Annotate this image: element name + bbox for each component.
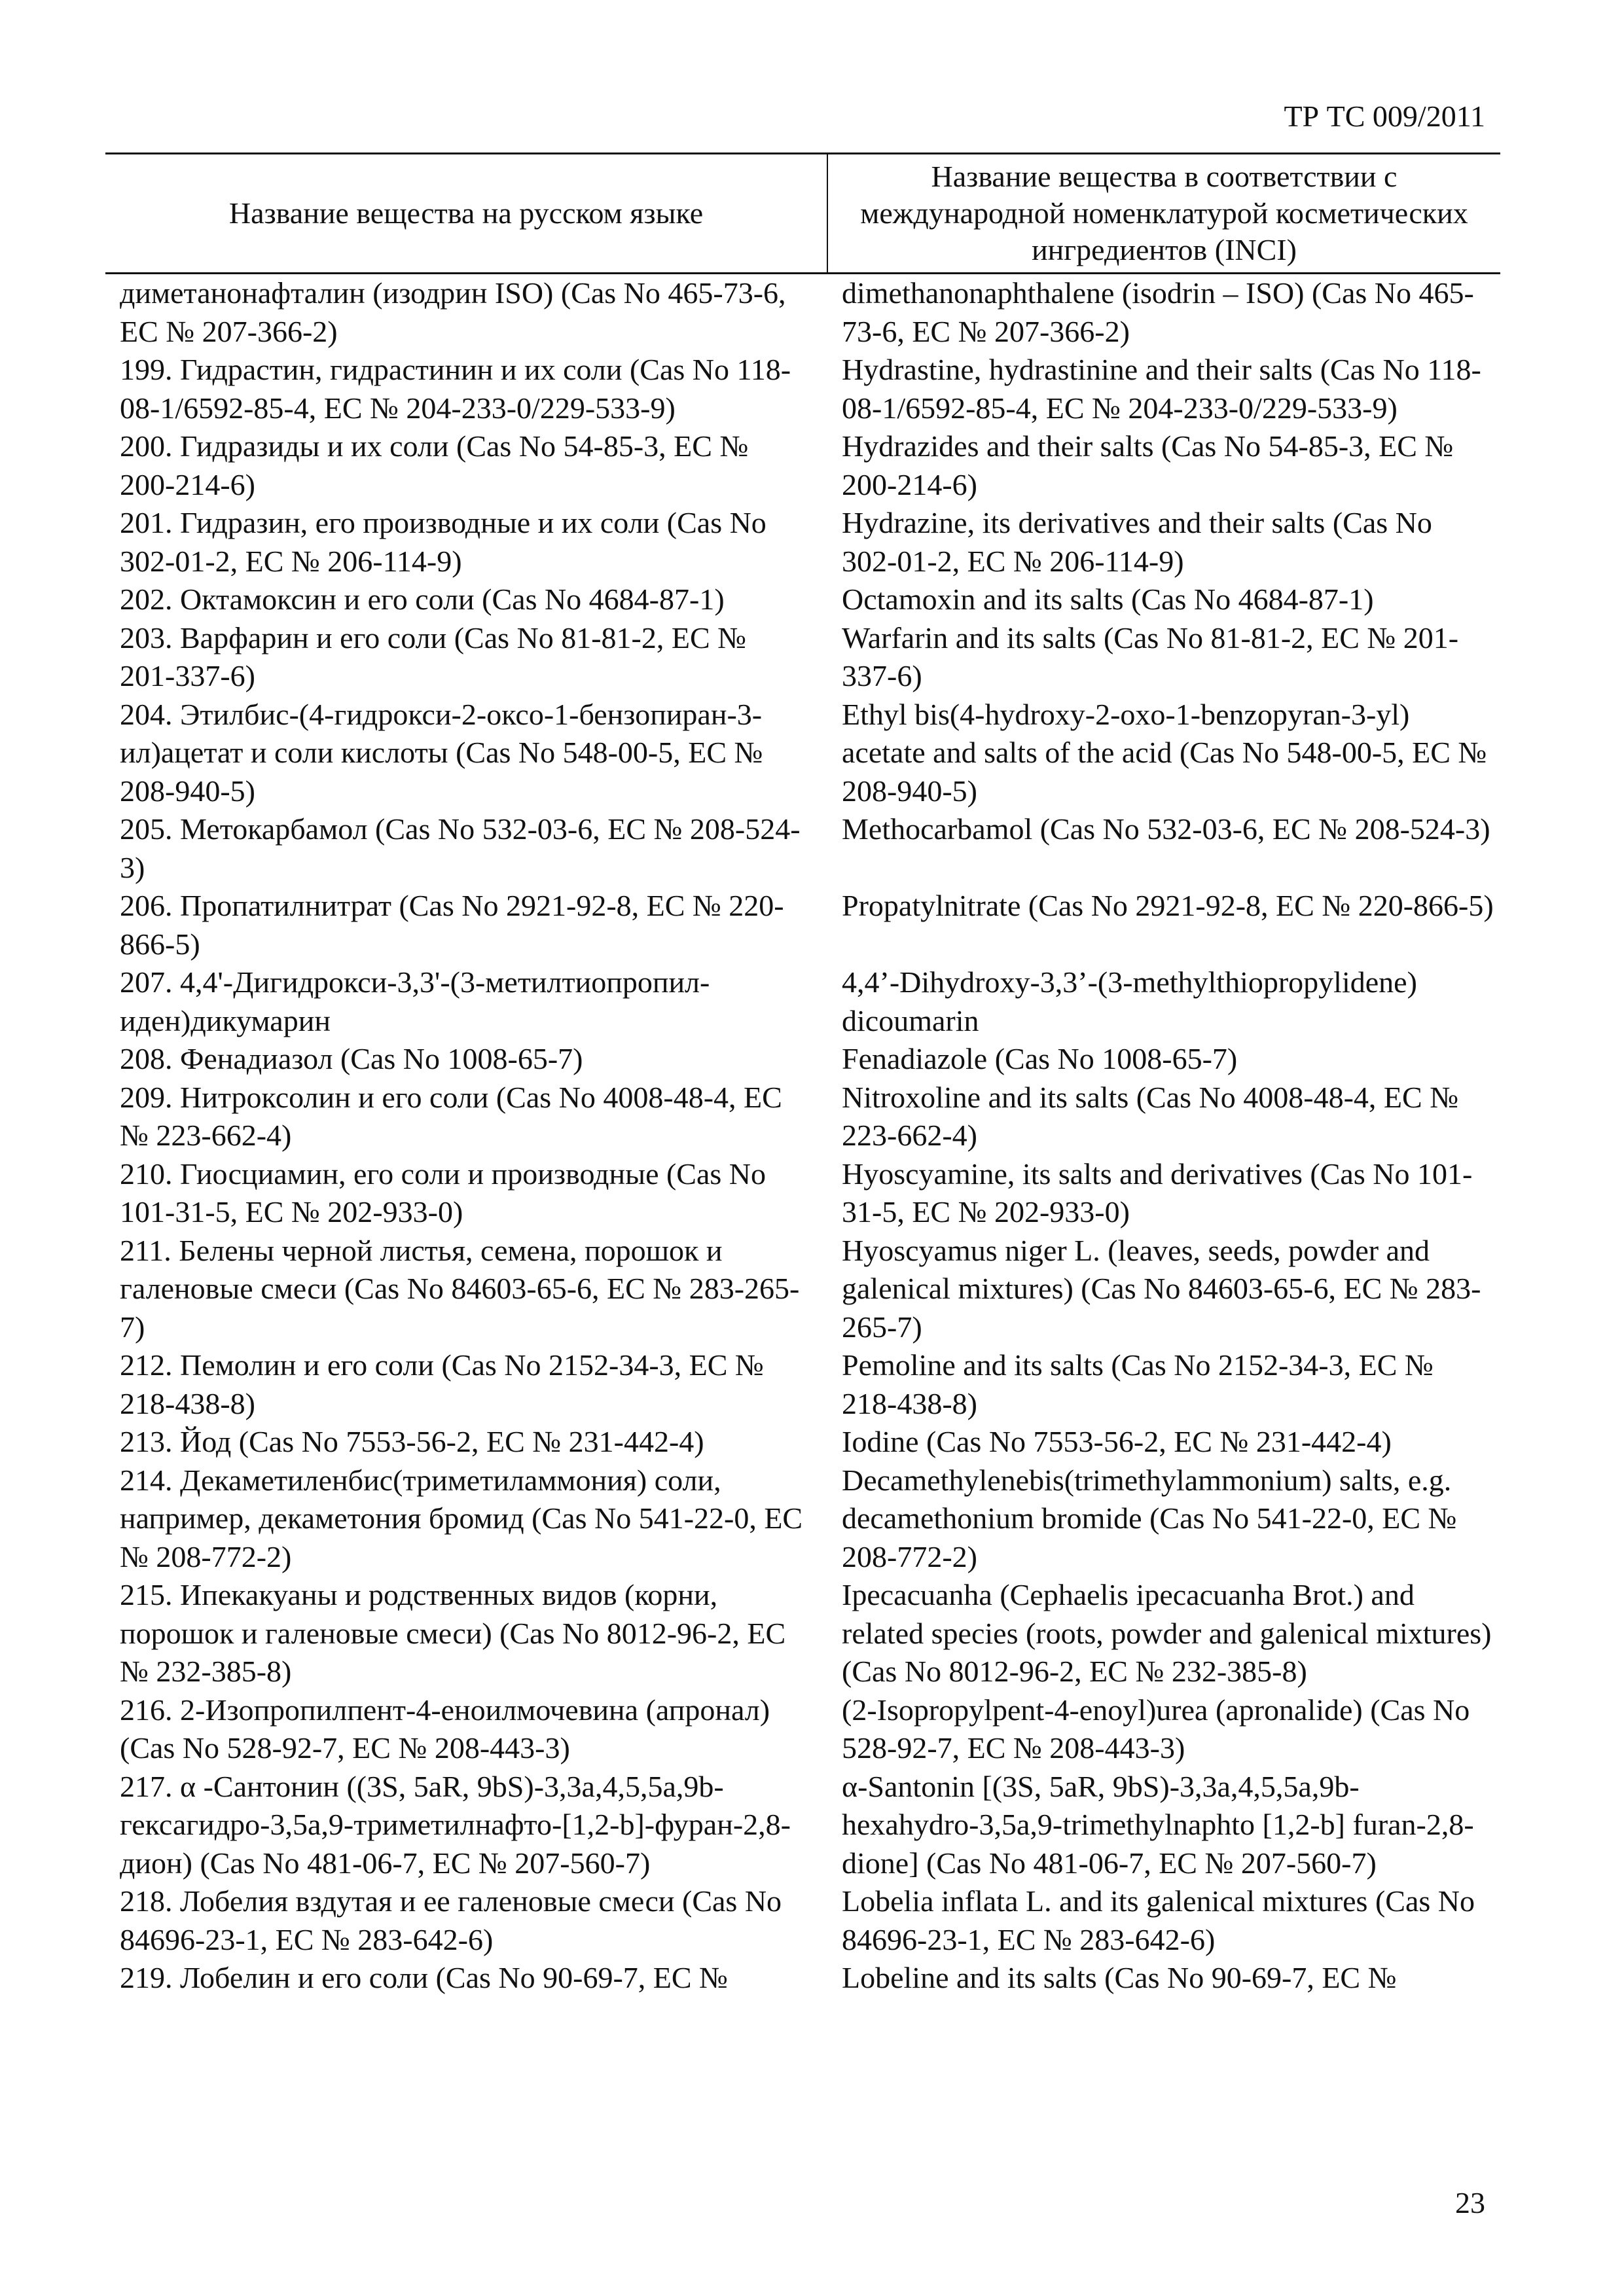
- inci-name-cell: Pemoline and its salts (Cas No 2152-34-3, EC № 218-438-8): [842, 1348, 1434, 1420]
- table-row: [105, 887, 1500, 963]
- table-row: [105, 1423, 1500, 1462]
- substances-table: [105, 152, 1500, 1998]
- table-header: [105, 154, 1500, 274]
- table-row: [105, 810, 1500, 887]
- column-header-russian-name: Название вещества на русском языке: [105, 154, 827, 274]
- russian-name-cell: 206. Пропатилнитрат (Cas No 2921-92-8, ЕС № 220-866-5): [120, 889, 784, 961]
- table-row: [105, 1882, 1500, 1959]
- column-header-inci-name: Название вещества в соответствии с международной номенклатурой косметических ингредиентов (INCI): [827, 154, 1500, 274]
- inci-name-cell: Lobelia inflata L. and its galenical mixtures (Cas No 84696-23-1, EC № 283-642-6): [842, 1884, 1475, 1956]
- table-header-row: [105, 154, 1500, 274]
- table-row: [105, 696, 1500, 811]
- table-row: [105, 274, 1500, 351]
- inci-name-cell: Nitroxoline and its salts (Cas No 4008-48-4, EC № 223-662-4): [842, 1080, 1459, 1152]
- russian-name-cell: 208. Фенадиазол (Cas No 1008-65-7): [120, 1042, 583, 1075]
- table-row: [105, 1768, 1500, 1883]
- russian-name-cell: 207. 4,4'-Дигидрокси-3,3'-(3-метилтиопропил-иден)дикумарин: [120, 965, 710, 1037]
- inci-name-cell: dimethanonaphthalene (isodrin – ISO) (Cas No 465-73-6, EC № 207-366-2): [842, 276, 1474, 348]
- inci-name-cell: Ethyl bis(4-hydroxy-2-oxo-1-benzopyran-3-yl) acetate and salts of the acid (Cas No 548-00-5, EC № 208-940-5): [842, 697, 1487, 808]
- russian-name-cell: 204. Этилбис-(4-гидрокси-2-оксо-1-бензопиран-3-ил)ацетат и соли кислоты (Cas No 548-00-5, ЕС № 208-940-5): [120, 697, 763, 808]
- table-row: [105, 427, 1500, 504]
- inci-name-cell: Hyoscyamus niger L. (leaves, seeds, powder and galenical mixtures) (Cas No 84603-65-6, EC № 283-265-7): [842, 1233, 1481, 1344]
- inci-name-cell: Octamoxin and its salts (Cas No 4684-87-1): [842, 583, 1374, 616]
- russian-name-cell: 214. Декаметиленбис(триметиламмония) соли, например, декаметония бромид (Cas No 541-22-0, ЕС № 208-772-2): [120, 1463, 803, 1573]
- russian-name-cell: 201. Гидразин, его производные и их соли (Cas No 302-01-2, ЕС № 206-114-9): [120, 506, 767, 578]
- inci-name-cell: Ipecacuanha (Cephaelis ipecacuanha Brot.) and related species (roots, powder and galenical mixtures) (Cas No 8012-96-2, EC № 232-385-8): [842, 1578, 1492, 1688]
- inci-name-cell: Methocarbamol (Cas No 532-03-6, EC № 208-524-3): [842, 812, 1490, 846]
- table-row: [105, 963, 1500, 1040]
- russian-name-cell: 200. Гидразиды и их соли (Cas No 54-85-3, ЕС № 200-214-6): [120, 429, 749, 501]
- inci-name-cell: Hydrazine, its derivatives and their salts (Cas No 302-01-2, EC № 206-114-9): [842, 506, 1432, 578]
- russian-name-cell: 209. Нитроксолин и его соли (Cas No 4008-48-4, ЕС № 223-662-4): [120, 1080, 782, 1152]
- table-row: [105, 1576, 1500, 1691]
- table-body: [105, 274, 1500, 1998]
- table-row: [105, 1691, 1500, 1768]
- russian-name-cell: 218. Лобелия вздутая и ее галеновые смеси (Cas No 84696-23-1, ЕС № 283-642-6): [120, 1884, 782, 1956]
- table-row: [105, 504, 1500, 581]
- inci-name-cell: 4,4’-Dihydroxy-3,3’-(3-methylthiopropylidene) dicoumarin: [842, 965, 1417, 1037]
- inci-name-cell: Fenadiazole (Cas No 1008-65-7): [842, 1042, 1238, 1075]
- russian-name-cell: 219. Лобелин и его соли (Cas No 90-69-7, ЕС №: [120, 1961, 728, 1994]
- russian-name-cell: 210. Гиосциамин, его соли и производные (Cas No 101-31-5, ЕС № 202-933-0): [120, 1157, 767, 1229]
- russian-name-cell: 211. Белены черной листья, семена, порошок и галеновые смеси (Cas No 84603-65-6, ЕС № 283-265-7): [120, 1233, 800, 1344]
- russian-name-cell: 215. Ипекакуаны и родственных видов (корни, порошок и галеновые смеси) (Cas No 8012-96-2, ЕС № 232-385-8): [120, 1578, 786, 1688]
- table-row: [105, 1079, 1500, 1155]
- inci-name-cell: Warfarin and its salts (Cas No 81-81-2, EC № 201-337-6): [842, 620, 1459, 692]
- russian-name-cell: диметанонафталин (изодрин ISO) (Cas No 465-73-6, ЕС № 207-366-2): [120, 276, 786, 348]
- table-row: [105, 351, 1500, 427]
- inci-name-cell: Hydrastine, hydrastinine and their salts (Cas No 118-08-1/6592-85-4, EC № 204-233-0/229-533-9): [842, 353, 1481, 425]
- russian-name-cell: 217. α -Сантонин ((3S, 5aR, 9bS)-3,3a,4,5,5a,9b-гексагидро-3,5a,9-триметилнафто-[1,2-b]-фуран-2,8-дион) (Cas No 481-06-7, ЕС № 207-560-7): [120, 1769, 791, 1880]
- page-number: 23: [1455, 2186, 1485, 2219]
- table-row: [105, 1155, 1500, 1232]
- table-row: [105, 1346, 1500, 1423]
- inci-name-cell: Propatylnitrate (Cas No 2921-92-8, EC № 220-866-5): [842, 889, 1494, 922]
- document-code: ТР ТС 009/2011: [1284, 99, 1485, 133]
- russian-name-cell: 199. Гидрастин, гидрастинин и их соли (Cas No 118-08-1/6592-85-4, ЕС № 204-233-0/229-533-9): [120, 353, 791, 425]
- substances-table-container: [105, 152, 1500, 1998]
- inci-name-cell: Lobeline and its salts (Cas No 90-69-7, EC №: [842, 1961, 1397, 1994]
- table-row: [105, 1959, 1500, 1998]
- russian-name-cell: 216. 2-Изопропилпент-4-еноилмочевина (апронал) (Cas No 528-92-7, ЕС № 208-443-3): [120, 1693, 770, 1765]
- russian-name-cell: 202. Октамоксин и его соли (Cas No 4684-87-1): [120, 583, 725, 616]
- inci-name-cell: Hyoscyamine, its salts and derivatives (Cas No 101-31-5, EC № 202-933-0): [842, 1157, 1473, 1229]
- russian-name-cell: 203. Варфарин и его соли (Cas No 81-81-2, ЕС № 201-337-6): [120, 620, 747, 692]
- table-row: [105, 1462, 1500, 1577]
- inci-name-cell: Hydrazides and their salts (Cas No 54-85-3, EC № 200-214-6): [842, 429, 1454, 501]
- inci-name-cell: Decamethylenebis(trimethylammonium) salts, e.g. decamethonium bromide (Cas No 541-22-0, EC № 208-772-2): [842, 1463, 1457, 1573]
- russian-name-cell: 212. Пемолин и его соли (Cas No 2152-34-3, ЕС № 218-438-8): [120, 1348, 764, 1420]
- inci-name-cell: α-Santonin [(3S, 5aR, 9bS)-3,3a,4,5,5a,9b-hexahydro-3,5a,9-trimethylnaphto [1,2-b] furan-2,8-dione] (Cas No 481-06-7, EC № 207-560-7): [842, 1769, 1474, 1880]
- table-row: [105, 1232, 1500, 1347]
- russian-name-cell: 213. Йод (Cas No 7553-56-2, ЕС № 231-442-4): [120, 1425, 704, 1458]
- inci-name-cell: Iodine (Cas No 7553-56-2, EC № 231-442-4): [842, 1425, 1392, 1458]
- table-row: [105, 581, 1500, 619]
- russian-name-cell: 205. Метокарбамол (Cas No 532-03-6, ЕС № 208-524-3): [120, 812, 801, 884]
- table-row: [105, 1040, 1500, 1079]
- inci-name-cell: (2-Isopropylpent-4-enoyl)urea (apronalide) (Cas No 528-92-7, EC № 208-443-3): [842, 1693, 1470, 1765]
- table-row: [105, 619, 1500, 696]
